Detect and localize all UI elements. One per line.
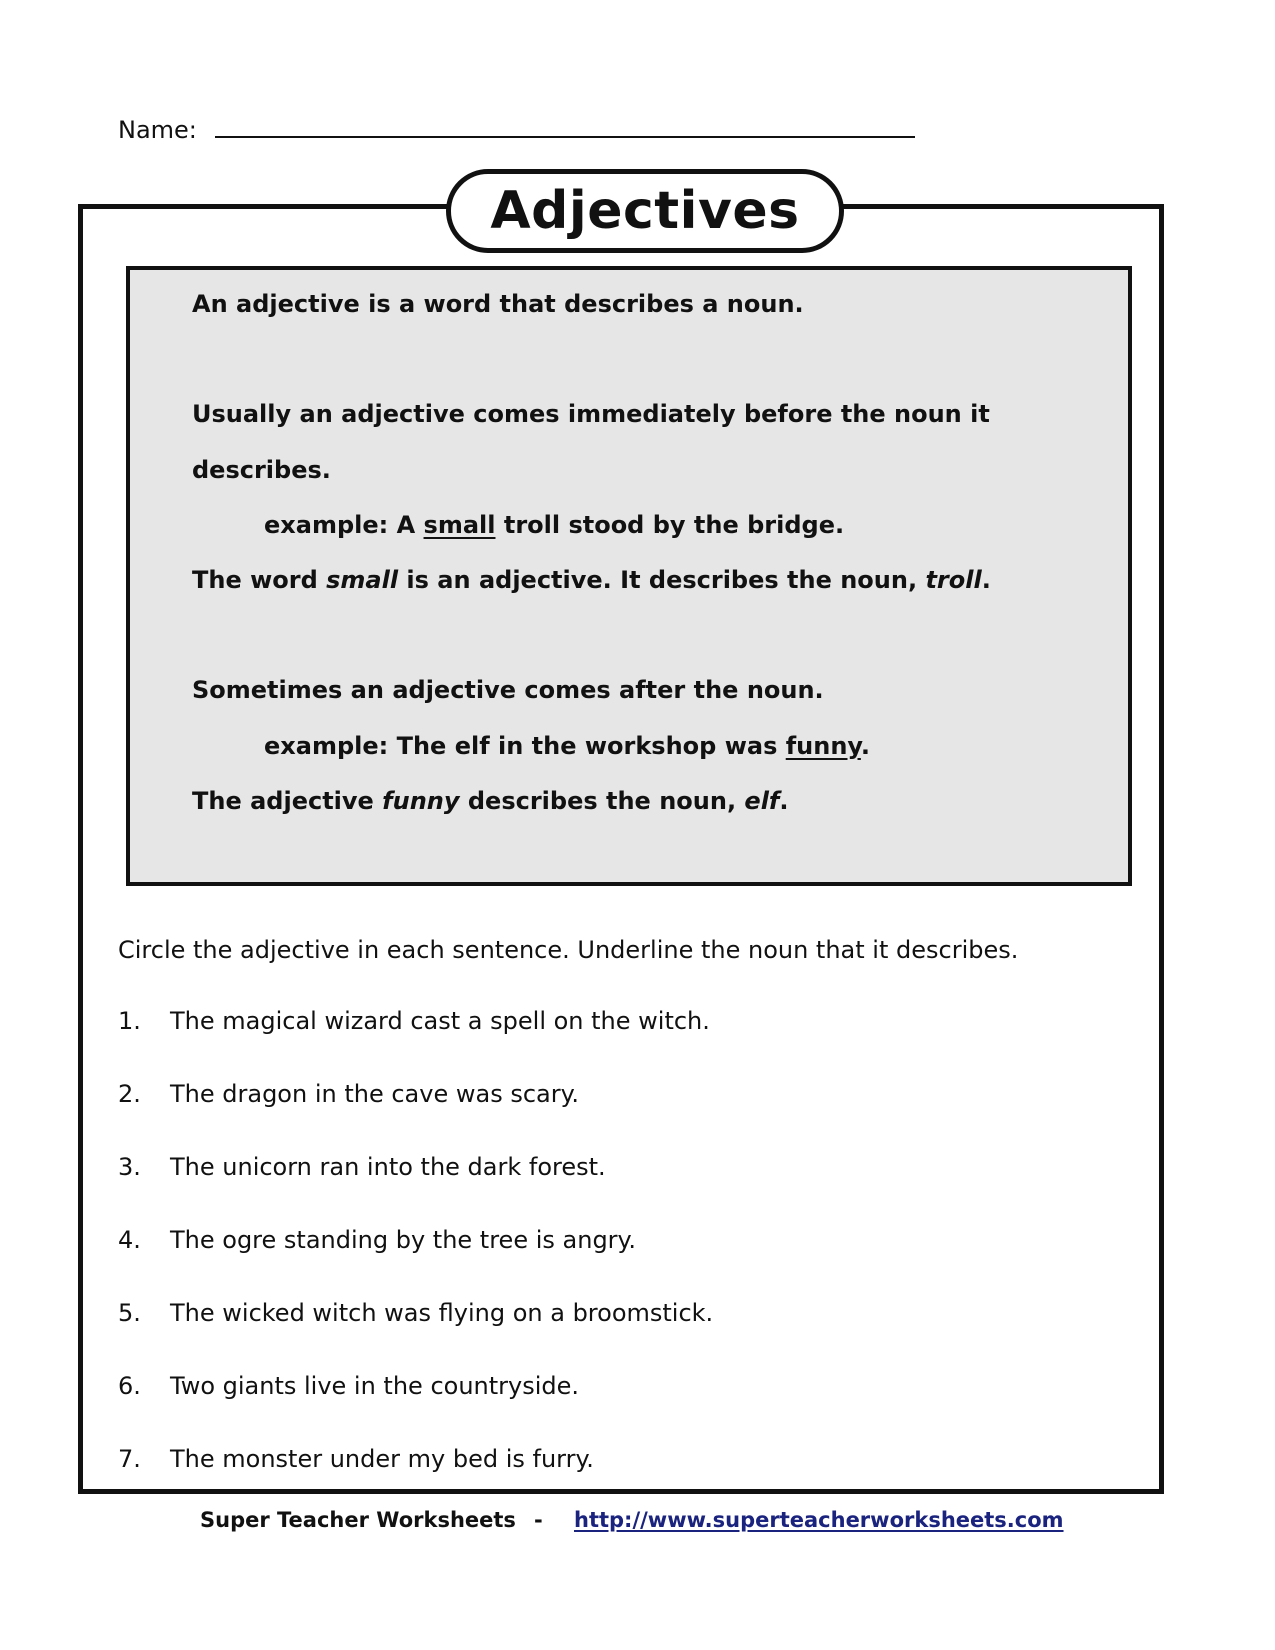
question-number: 3. bbox=[118, 1153, 141, 1181]
question-number: 2. bbox=[118, 1080, 141, 1108]
rule1-line1: Usually an adjective comes immediately before the noun it bbox=[192, 400, 990, 428]
instructions: Circle the adjective in each sentence. Underline the noun that it describes. bbox=[118, 936, 1019, 964]
question-number: 4. bbox=[118, 1226, 141, 1254]
question-5 bbox=[118, 1299, 713, 1327]
explanation1-part3: . bbox=[981, 566, 991, 594]
example1-adjective: small bbox=[423, 511, 496, 539]
question-7 bbox=[118, 1445, 594, 1473]
explanation1 bbox=[192, 566, 991, 594]
rule2-text: Sometimes an adjective comes after the noun. bbox=[192, 676, 824, 704]
question-4 bbox=[118, 1226, 636, 1254]
title-banner bbox=[446, 169, 844, 253]
name-line bbox=[118, 114, 915, 144]
footer-link[interactable]: http://www.superteacherworksheets.com bbox=[574, 1508, 1064, 1532]
example2-suffix: . bbox=[860, 732, 870, 760]
explanation1-noun: troll bbox=[925, 566, 982, 594]
explanation1-adjective: small bbox=[326, 566, 399, 594]
question-6 bbox=[118, 1372, 579, 1400]
explanation2-adjective: funny bbox=[382, 787, 460, 815]
rule1-line2: describes. bbox=[192, 456, 331, 484]
name-blank[interactable] bbox=[215, 114, 915, 138]
question-text[interactable]: The magical wizard cast a spell on the witch. bbox=[170, 1007, 710, 1035]
question-text[interactable]: The monster under my bed is furry. bbox=[170, 1445, 594, 1473]
example1-prefix: example: A bbox=[264, 511, 424, 539]
name-label: Name: bbox=[118, 116, 197, 144]
question-number: 7. bbox=[118, 1445, 141, 1473]
explanation1-part1: The word bbox=[192, 566, 327, 594]
explanation2 bbox=[192, 787, 789, 815]
question-text[interactable]: The wicked witch was flying on a broomstick. bbox=[170, 1299, 714, 1327]
page-title: Adjectives bbox=[490, 181, 800, 241]
explanation1-part2: is an adjective. It describes the noun, bbox=[398, 566, 926, 594]
example2-adjective: funny bbox=[785, 732, 861, 760]
question-text[interactable]: The unicorn ran into the dark forest. bbox=[170, 1153, 606, 1181]
example2-prefix: example: The elf in the workshop was bbox=[264, 732, 786, 760]
example1-suffix: troll stood by the bridge. bbox=[495, 511, 845, 539]
question-1 bbox=[118, 1007, 710, 1035]
explanation2-part3: . bbox=[779, 787, 789, 815]
question-text[interactable]: Two giants live in the countryside. bbox=[170, 1372, 580, 1400]
footer-brand: Super Teacher Worksheets bbox=[200, 1508, 516, 1532]
question-number: 1. bbox=[118, 1007, 141, 1035]
footer-separator: - bbox=[534, 1508, 543, 1532]
explanation2-part2: describes the noun, bbox=[459, 787, 745, 815]
question-text[interactable]: The dragon in the cave was scary. bbox=[170, 1080, 580, 1108]
example2 bbox=[264, 732, 870, 760]
question-2 bbox=[118, 1080, 579, 1108]
example1 bbox=[264, 511, 844, 539]
explanation2-part1: The adjective bbox=[192, 787, 383, 815]
question-3 bbox=[118, 1153, 606, 1181]
question-text[interactable]: The ogre standing by the tree is angry. bbox=[170, 1226, 636, 1254]
explanation2-noun: elf bbox=[744, 787, 780, 815]
definition-text: An adjective is a word that describes a noun. bbox=[192, 290, 804, 318]
question-number: 5. bbox=[118, 1299, 141, 1327]
question-number: 6. bbox=[118, 1372, 141, 1400]
info-box bbox=[126, 266, 1132, 886]
